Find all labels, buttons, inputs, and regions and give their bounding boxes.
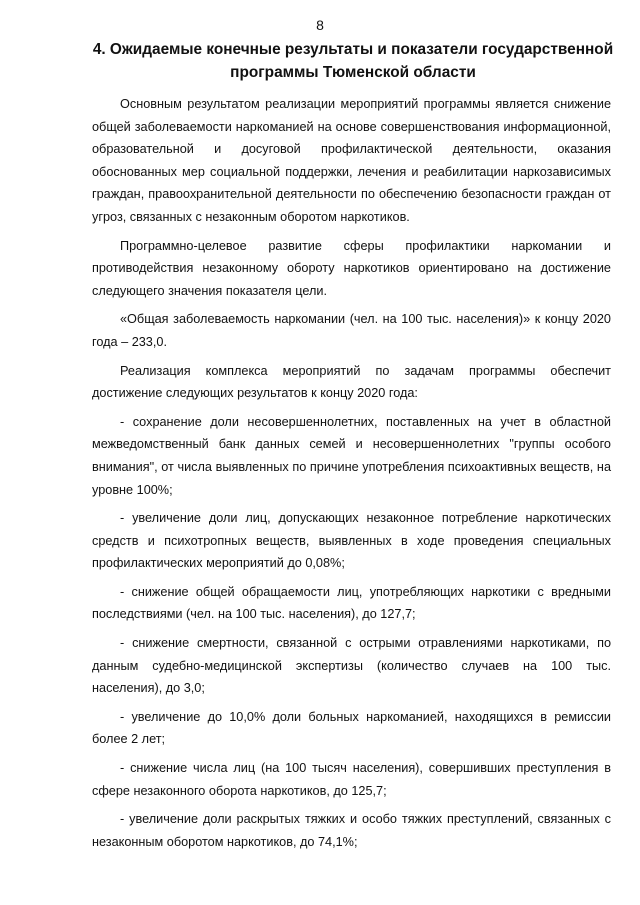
list-item: - увеличение доли лиц, допускающих незаконное потребление наркотических средств и психотропных веществ, выявленных в ходе проведения специальных профилактических мероприятий до 0,08%; bbox=[92, 511, 611, 571]
list-item: - снижение смертности, связанной с острыми отравлениями наркотиками, по данным судебно-медицинской экспертизы (количество случаев на 100 тыс. населения), до 3,0; bbox=[92, 636, 611, 696]
list-item: - увеличение доли раскрытых тяжких и особо тяжких преступлений, связанных с незаконным оборотом наркотиков, до 74,1%; bbox=[92, 812, 611, 849]
list-item: - увеличение до 10,0% доли больных наркоманией, находящихся в ремиссии более 2 лет; bbox=[92, 709, 611, 747]
list-item: - снижение числа лиц (на 100 тысяч населения), совершивших преступления в сфере незаконного оборота наркотиков, до 125,7; bbox=[92, 761, 611, 798]
page-number: 8 bbox=[316, 17, 324, 33]
paragraph-program-target: Программно-целевое развитие сферы профилактики наркомании и противодействия незаконному обороту наркотиков ориентировано на достижение следующего значения показателя цели. bbox=[92, 238, 611, 298]
paragraph-main-result: Основным результатом реализации мероприятий программы является снижение общей заболеваемости наркоманией на основе совершенствования информационной, образовательной и досуговой профилактической деятельности, оказания обоснованных мер социальной поддержки, лечения и реабилитации наркозависимых граждан, правоохранительной деятельности по обеспечению безопасности граждан от угроз, связанных с незаконным оборотом наркотиков. bbox=[92, 97, 611, 224]
paragraph-indicator-value: «Общая заболеваемость наркомании (чел. на 100 тыс. населения)» к концу 2020 года – 233,0. bbox=[92, 312, 611, 349]
paragraph-results-intro: Реализация комплекса мероприятий по задачам программы обеспечит достижение следующих результатов к концу 2020 года: bbox=[92, 363, 611, 401]
body-text bbox=[92, 93, 611, 859]
list-item: - сохранение доли несовершеннолетних, поставленных на учет в областной межведомственный банк данных семей и несовершеннолетних "группы особого внимания", от числа выявленных по причине употребления психоактивных веществ, на уровне 100%; bbox=[92, 414, 611, 497]
section-heading: 4. Ожидаемые конечные результаты и показатели государственной программы Тюменской области bbox=[92, 41, 614, 81]
list-item: - снижение общей обращаемости лиц, употребляющих наркотики с вредными последствиями (чел. на 100 тыс. населения), до 127,7; bbox=[92, 584, 611, 622]
